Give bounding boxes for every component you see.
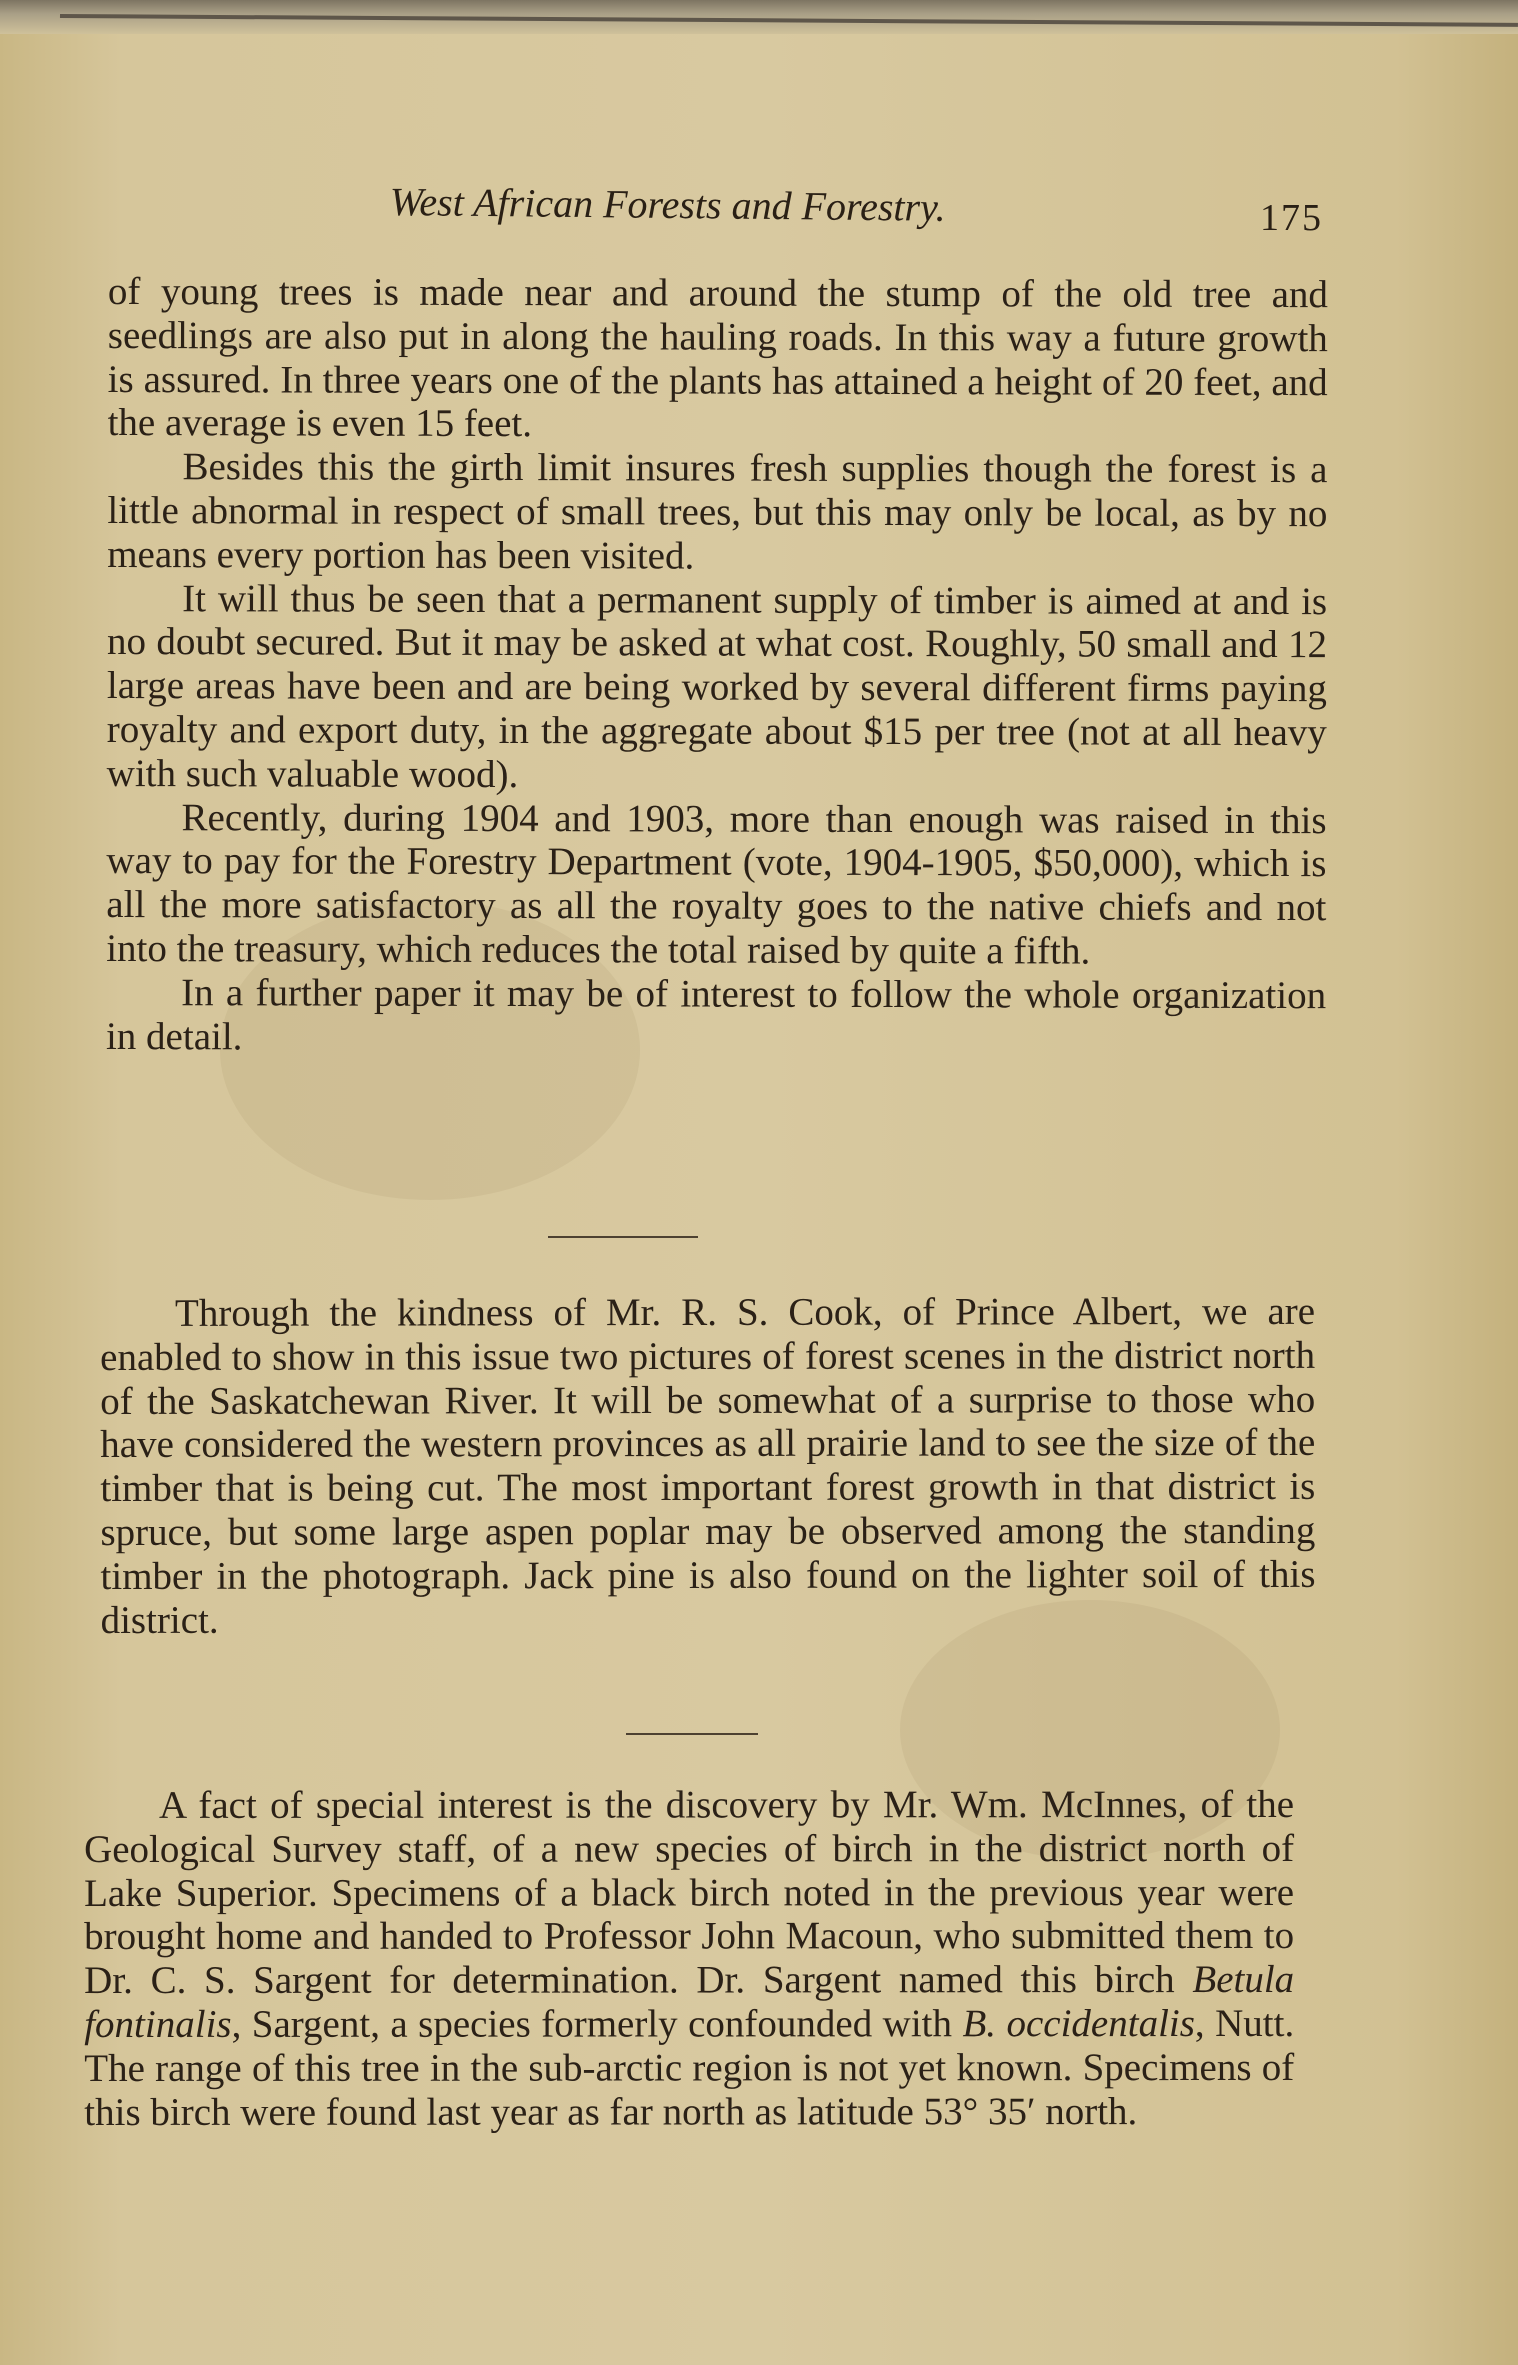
paragraph: Besides this the girth limit insures fresh supplies though the forest is a little abnormal in respect of small trees, but this may only be local, as by no means every portion has been visited. [107,445,1328,578]
page-edge-line [60,14,1518,27]
text-run: , Sargent, a species formerly confounded with [231,2002,963,2046]
paragraph [84,1783,1294,2134]
section-divider [626,1733,758,1735]
running-title: West African Forests and Forestry. [389,178,946,230]
article-continuation [106,270,1328,1062]
species-name: B. occidentalis [962,2002,1195,2046]
section-divider [548,1236,698,1238]
page-number: 175 [1260,197,1323,239]
paragraph: Through the kindness of Mr. R. S. Cook, of Prince Albert, we are enabled to show in this issue two pictures of forest scenes in the district north of the Saskatchewan River. It will be somewhat of a surprise to those who have considered the western provinces as all prairie land to see the size of the timber that is being cut. The most important forest growth in that district is spruce, but some large aspen poplar may be observed among the standing timber in the photograph. Jack pine is also found on the lighter soil of this district. [100,1289,1316,1642]
paragraph: Recently, during 1904 and 1903, more than enough was raised in this way to pay for the Forestry Department (vote, 1904-1905, $50,000), which is all the more satisfactory as all the royalty goes to the native chiefs and not into the treasury, which reduces the total raised by quite a fifth. [106,795,1327,973]
note-new-birch-species [84,1783,1294,2134]
paragraph: of young trees is made near and around the stump of the old tree and seedlings are also put in along the hauling roads. In this way a future growth is assured. In three years one of the plants has attained a height of 20 feet, and the average is even 15 feet. [107,270,1328,446]
page-top-edge [0,0,1518,34]
paragraph: In a further paper it may be of interest to follow the whole organization in detail. [105,970,1327,1058]
text-run: , Nutt. The range of this tree in the sub-arctic region is not yet known. Specimens of this birch were found last year as far north as latitude 53° 35′ north. [84,2001,1295,2134]
paragraph: It will thus be seen that a permanent supply of timber is aimed at and is no doubt secured. But it may be asked at what cost. Roughly, 50 small and 12 large areas have been and are being worked by several different firms paying royalty and export duty, in the aggregate about $15 per tree (not at all heavy with such valuable wood). [106,576,1328,796]
note-forest-scenes [100,1290,1316,1642]
species-name: Betula fontinalis [84,1958,1295,2046]
text-run: A fact of special interest is the discovery by Mr. Wm. McInnes, of the Geological Survey staff, of a new species of birch in the district north of Lake Superior. Specimens of a black birch noted in the previous year were brought home and handed to Professor John Macoun, who submitted them to Dr. C. S. Sargent for determination. Dr. Sargent named this birch [84,1782,1295,2003]
